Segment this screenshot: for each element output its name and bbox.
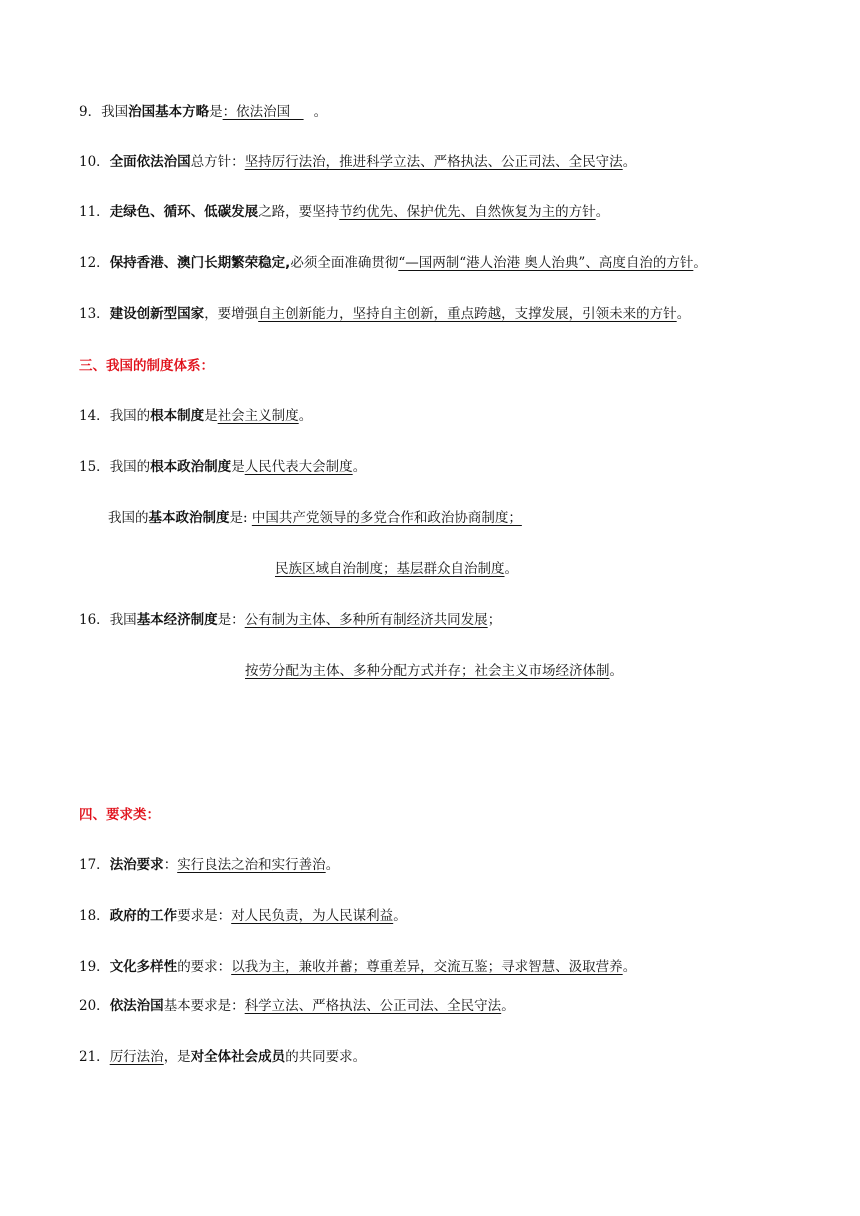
text: 。 xyxy=(595,204,610,220)
key-term: 根本制度 xyxy=(150,408,205,424)
text: 我国的 xyxy=(109,408,151,424)
key-term: 依法治国 xyxy=(109,998,164,1014)
item-number: 9． xyxy=(79,104,102,120)
text: 。 xyxy=(676,306,691,322)
item-16-continuation xyxy=(245,665,623,679)
answer: 公有制为主体、多种所有制经济共同发展 xyxy=(244,612,488,628)
answer: 科学立法、严格执法、公正司法、全民守法 xyxy=(244,998,502,1014)
text: 。 xyxy=(393,908,407,924)
item-number: 10． xyxy=(79,154,110,170)
answer: 坚持厉行法治，推进科学立法、严格执法、公正司法、全民守法 xyxy=(244,154,623,170)
text: 。 xyxy=(501,998,515,1014)
section-heading-3: 三、我国的制度体系： xyxy=(79,358,214,374)
item-9 xyxy=(79,106,327,120)
text: 我国的 xyxy=(108,510,149,526)
item-number: 14． xyxy=(79,408,110,424)
item-number: 15． xyxy=(79,459,110,475)
key-term: 政府的工作 xyxy=(109,908,178,924)
item-10 xyxy=(79,156,636,170)
item-number: 19． xyxy=(79,959,110,975)
item-15-basic-political xyxy=(108,512,522,526)
text: 。 xyxy=(352,459,367,475)
item-20 xyxy=(79,1000,515,1014)
text: 是: xyxy=(229,510,252,526)
answer: ：依法治国 xyxy=(222,104,304,120)
answer: 按劳分配为主体、多种分配方式并存；社会主义市场经济体制 xyxy=(245,663,610,679)
text: 。 xyxy=(504,561,518,577)
item-17 xyxy=(79,859,339,873)
item-number: 16． xyxy=(79,612,110,628)
item-18 xyxy=(79,910,407,924)
answer: 对人民负责，为人民谋利益 xyxy=(231,908,394,924)
item-number: 21． xyxy=(79,1049,110,1065)
text: 的要求： xyxy=(177,959,232,975)
key-term: 基本经济制度 xyxy=(136,612,218,628)
text: ，要增强 xyxy=(204,306,259,322)
item-number: 12． xyxy=(79,255,110,271)
text: 是： xyxy=(217,612,245,628)
item-15-continuation xyxy=(275,563,518,577)
text: 。 xyxy=(622,154,637,170)
text: 基本要求是： xyxy=(163,998,245,1014)
item-13 xyxy=(79,308,690,322)
answer: 民族区域自治制度；基层群众自治制度 xyxy=(275,561,505,577)
answer: 人民代表大会制度 xyxy=(244,459,353,475)
text: 。 xyxy=(298,408,313,424)
key-term: 建设创新型国家 xyxy=(109,306,205,322)
text: 。 xyxy=(622,959,637,975)
text: 。 xyxy=(313,104,328,120)
answer: 节约优先、保护优先、自然恢复为主的方针 xyxy=(339,204,596,220)
text: 我国 xyxy=(101,104,129,120)
text: 要求是： xyxy=(177,908,232,924)
key-term: 基本政治制度 xyxy=(148,510,230,526)
text: 。 xyxy=(609,663,623,679)
text: 我国的 xyxy=(109,459,151,475)
text: 总方针： xyxy=(190,154,245,170)
text: 必须全面准确贯彻 xyxy=(290,255,399,271)
item-number: 18． xyxy=(79,908,110,924)
answer: “—国两制“港人治港 奥人治典”、高度自治的方针 xyxy=(398,255,694,271)
text: 。 xyxy=(693,255,707,271)
item-16 xyxy=(79,614,501,628)
text: 之路，要坚持 xyxy=(258,204,340,220)
text: ，是 xyxy=(163,1049,191,1065)
answer: 厉行法治 xyxy=(109,1049,164,1065)
answer: 实行良法之治和实行善治 xyxy=(177,857,326,873)
item-15 xyxy=(79,461,366,475)
item-11 xyxy=(79,206,609,220)
key-term: 法治要求 xyxy=(109,857,164,873)
key-term: 全面依法治国 xyxy=(109,154,191,170)
item-14 xyxy=(79,410,312,424)
text: ； xyxy=(487,612,502,628)
text: 。 xyxy=(325,857,340,873)
item-number: 11． xyxy=(79,204,110,220)
text: 是 xyxy=(209,104,223,120)
answer: 社会主义制度 xyxy=(217,408,299,424)
item-number: 17． xyxy=(79,857,110,873)
section-heading-4: 四、要求类： xyxy=(79,807,160,823)
text: 是 xyxy=(231,459,245,475)
answer: 以我为主，兼收并蓄；尊重差异，交流互鉴；寻求智慧、汲取营养 xyxy=(231,959,623,975)
text: ： xyxy=(163,857,178,873)
key-term: 治国基本方略 xyxy=(128,104,210,120)
item-21 xyxy=(79,1051,366,1065)
answer: 中国共产党领导的多党合作和政治协商制度； xyxy=(251,510,522,526)
text: 我国 xyxy=(109,612,137,628)
text: 的共同要求。 xyxy=(285,1049,367,1065)
item-12 xyxy=(79,257,707,271)
answer: 自主创新能力，坚持自主创新，重点跨越，支撑发展，引领未来的方针 xyxy=(258,306,677,322)
key-term: 保持香港、澳门长期繁荣稳定, xyxy=(109,255,291,271)
item-19 xyxy=(79,961,636,975)
item-number: 20． xyxy=(79,998,110,1014)
key-term: 根本政治制度 xyxy=(150,459,232,475)
item-number: 13． xyxy=(79,306,110,322)
key-term: 文化多样性 xyxy=(109,959,178,975)
key-term: 走绿色、循环、低碳发展 xyxy=(109,204,259,220)
text: 是 xyxy=(204,408,218,424)
key-term: 对全体社会成员 xyxy=(190,1049,286,1065)
